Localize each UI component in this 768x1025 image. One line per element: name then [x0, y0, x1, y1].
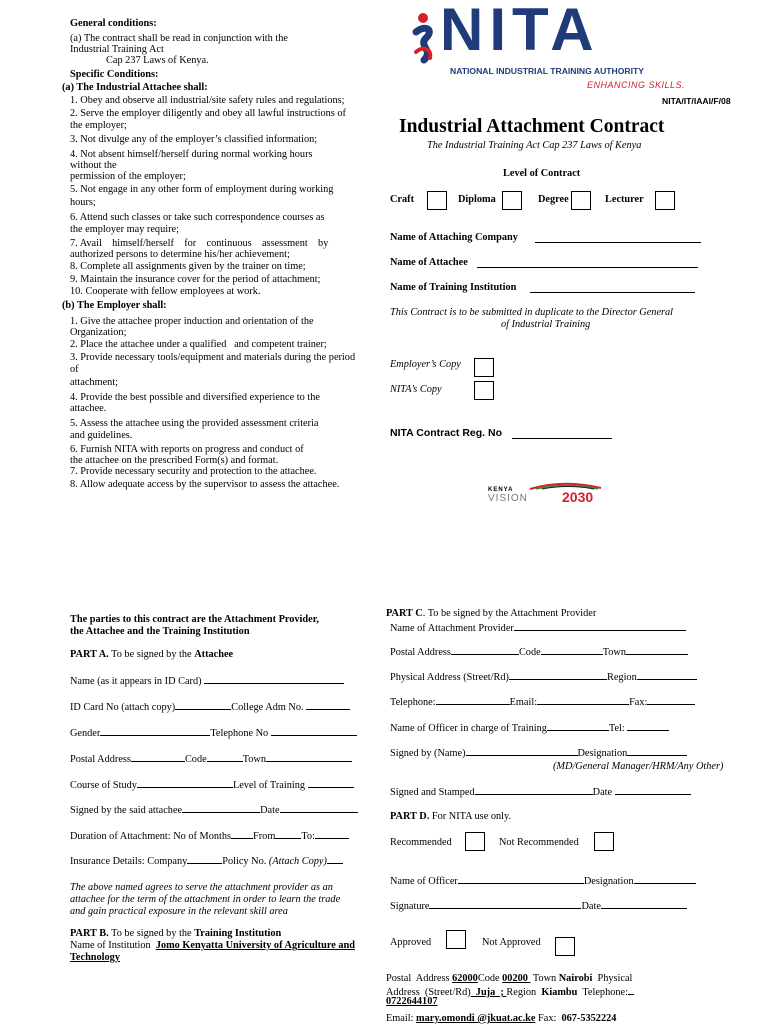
stamped-date-field[interactable] — [615, 785, 691, 795]
institution-name-value: Technology — [70, 952, 120, 963]
employer-duty-line: of — [70, 364, 79, 375]
level-heading: Level of Contract — [503, 168, 581, 179]
institution-fax-value: 067-5352224 — [561, 1013, 617, 1024]
attachee-name-field[interactable] — [477, 267, 698, 268]
stamped-label: Signed and Stamped — [390, 787, 475, 798]
nita-date-label: Date — [581, 901, 601, 912]
specific-conditions-heading: Specific Conditions: — [70, 69, 159, 80]
college-adm-label: College Adm No. — [231, 702, 304, 713]
provider-postal-field[interactable] — [451, 645, 519, 655]
insurance-row — [70, 854, 343, 868]
part-c-label: PART C — [386, 608, 423, 619]
approved-label: Approved — [390, 937, 432, 948]
insurance-label: Insurance Details: Company — [70, 856, 188, 867]
institution-email-row — [386, 1013, 616, 1025]
policy-field[interactable] — [327, 854, 343, 864]
nita-copy-label: NITA’s Copy — [390, 384, 442, 395]
institution-email-value: mary.omondi @jkuat.ac.ke — [416, 1013, 536, 1024]
employer-duty-line: 5. Assess the attachee using the provided assessment criteria — [70, 418, 319, 429]
not-approved-checkbox[interactable] — [555, 937, 575, 956]
part-d-heading — [390, 811, 511, 823]
level-training-field[interactable] — [308, 778, 354, 788]
duration-label: Duration of Attachment: No of Months — [70, 831, 232, 842]
postal-field[interactable] — [131, 752, 185, 762]
institution-town-label: Town — [530, 973, 559, 984]
agreement-text: The above named agrees to serve the attachment provider as an — [70, 882, 333, 893]
stamped-field[interactable] — [475, 785, 593, 795]
institution-postal-value: 62000 — [452, 973, 478, 984]
part-b-label: PART B. — [70, 928, 109, 939]
part-c-text: . To be signed by the Attachment Provider — [422, 608, 597, 619]
not-approved-label: Not Approved — [482, 937, 541, 948]
tagline: ENHANCING SKILLS. — [587, 80, 686, 90]
training-institution-label: Name of Training Institution — [390, 282, 517, 293]
provider-fax-label: Fax: — [629, 697, 648, 708]
provider-telephone-field[interactable] — [436, 695, 510, 705]
authority-name: NATIONAL INDUSTRIAL TRAINING AUTHORITY — [450, 66, 644, 76]
postal-row — [70, 752, 352, 766]
part-a-label: PART A. — [70, 649, 109, 660]
institution-phone-label: Telephone: — [577, 987, 628, 998]
college-adm-field[interactable] — [306, 700, 350, 710]
part-b-who: Training Institution — [194, 928, 282, 939]
page-subtitle: The Industrial Training Act Cap 237 Laws of Kenya — [427, 140, 642, 151]
institution-physical-label: Physical — [592, 973, 633, 984]
attachee-duty-line: the employer may require; — [70, 224, 179, 235]
agreement-text: attachee for the term of the attachment in order to learn the trade — [70, 894, 341, 905]
provider-contact-row — [390, 695, 695, 709]
not-recommended-label: Not Recommended — [499, 837, 579, 848]
town-field[interactable] — [266, 752, 352, 762]
attachee-duties-heading: (a) The Industrial Attachee shall: — [62, 82, 208, 93]
part-b-text: To be signed by the — [108, 928, 195, 939]
attachee-duty-line: 1. Obey and observe all industrial/site safety rules and regulations; — [70, 95, 345, 106]
nita-signature-row — [390, 899, 687, 913]
provider-postal-row — [390, 645, 688, 659]
provider-region-field[interactable] — [637, 670, 697, 680]
institution-postal-label: Postal Address — [386, 973, 453, 984]
part-c-heading — [386, 608, 596, 620]
signed-by-field[interactable] — [466, 746, 578, 756]
employer-copy-label: Employer’s Copy — [390, 359, 461, 370]
craft-checkbox[interactable] — [427, 191, 447, 210]
employer-duty-line: 8. Allow adequate access by the supervisor to assess the attachee. — [70, 479, 340, 490]
officer-label: Name of Officer in charge of Training — [390, 723, 547, 734]
attachee-name-label: Name of Attachee — [390, 257, 468, 268]
parties-statement: The parties to this contract are the Attachment Provider, — [70, 614, 319, 625]
provider-code-label: Code — [518, 647, 541, 658]
employer-duties-heading: (b) The Employer shall: — [62, 300, 167, 311]
nita-officer-row — [390, 874, 696, 888]
provider-email-field[interactable] — [537, 695, 629, 705]
diploma-checkbox[interactable] — [502, 191, 522, 210]
page-title: Industrial Attachment Contract — [399, 116, 665, 137]
attachee-duty-line: 10. Cooperate with fellow employees at work. — [70, 286, 261, 297]
designation-label: Designation — [577, 748, 628, 759]
course-label: Course of Study — [70, 780, 137, 791]
attachee-duty-line: hours; — [70, 197, 96, 208]
institution-address-label: Address (Street/Rd) — [386, 987, 471, 998]
signed-by-row — [390, 746, 687, 760]
general-line: Industrial Training Act — [70, 44, 164, 55]
vision-kenya-text: KENYA — [488, 487, 514, 493]
institution-region-value: Kiambu — [541, 987, 578, 998]
attachee-date-field[interactable] — [280, 803, 358, 813]
attachee-duty-line: 8. Complete all assignments given by the trainer on time; — [70, 261, 306, 272]
part-a-who: Attachee — [194, 649, 234, 660]
institution-name-row — [70, 940, 355, 952]
insurance-company-field[interactable] — [187, 854, 222, 864]
employer-duty-line: attachment; — [70, 377, 119, 388]
contract-reg-label: NITA Contract Reg. No — [390, 427, 502, 439]
nita-signature-field[interactable] — [429, 899, 581, 909]
attachee-signature-field[interactable] — [182, 803, 260, 813]
institution-name-label: Name of Institution — [70, 940, 154, 951]
institution-code-value: 00200 — [502, 973, 531, 984]
policy-label: Policy No. — [222, 856, 267, 867]
provider-physical-label: Physical Address (Street/Rd) — [390, 672, 509, 683]
provider-postal-label: Postal Address — [390, 647, 451, 658]
attaching-company-field[interactable] — [535, 242, 701, 243]
employer-duty-line: Organization; — [70, 327, 127, 338]
nita-signature-label: Signature — [390, 901, 430, 912]
provider-physical-row — [390, 670, 697, 684]
employer-duty-line: 7. Provide necessary security and protection to the attachee. — [70, 466, 317, 477]
attaching-company-label: Name of Attaching Company — [390, 232, 518, 243]
contract-reg-field[interactable] — [512, 438, 612, 439]
course-row — [70, 778, 354, 792]
employer-duty-line: attachee. — [70, 403, 107, 414]
employer-duty-line: 1. Give the attachee proper induction and orientation of the — [70, 316, 314, 327]
nita-designation-label: Designation — [583, 876, 634, 887]
attachee-duty-line: 4. Not absent himself/herself during normal working hours — [70, 149, 313, 160]
officer-row — [390, 721, 669, 735]
agreement-text: and gain practical exposure in the relevant skill area — [70, 906, 288, 917]
provider-physical-field[interactable] — [509, 670, 607, 680]
level-label-diploma: Diploma — [458, 194, 496, 205]
institution-phone-value: 0722644107 — [386, 996, 438, 1007]
level-label-craft: Craft — [390, 194, 415, 205]
stamped-date-label: Date — [592, 787, 613, 798]
attachee-duty-line: authorized persons to determine his/her achievement; — [70, 249, 290, 260]
degree-checkbox[interactable] — [571, 191, 591, 210]
nita-officer-field[interactable] — [458, 874, 584, 884]
institution-phone-blank[interactable] — [628, 985, 634, 995]
provider-town-field[interactable] — [626, 645, 688, 655]
postal-label: Postal Address — [70, 754, 131, 765]
nita-date-field[interactable] — [601, 899, 687, 909]
town-label: Town — [242, 754, 266, 765]
stamped-row — [390, 785, 691, 799]
institution-name-value: Jomo Kenyatta University of Agriculture and — [155, 940, 355, 951]
attachee-fullname-label: Name (as it appears in ID Card) — [70, 676, 202, 687]
provider-email-label: Email: — [509, 697, 538, 708]
provider-fax-field[interactable] — [647, 695, 695, 705]
institution-town-value: Nairobi — [558, 973, 593, 984]
gender-row — [70, 726, 357, 740]
institution-fax-label: Fax: — [535, 1013, 562, 1024]
nita-wordmark: NITA — [440, 0, 600, 63]
institution-postal-row — [386, 973, 632, 985]
level-label-lecturer: Lecturer — [605, 194, 644, 205]
attachee-duty-line: the employer; — [70, 120, 127, 131]
duration-row — [70, 829, 349, 843]
to-label: To: — [301, 831, 315, 842]
general-conditions-heading: General conditions: — [70, 18, 157, 29]
vision-text: VISION — [488, 493, 528, 504]
provider-label: Name of Attachment Provider — [390, 623, 514, 634]
not-recommended-checkbox[interactable] — [594, 832, 614, 851]
designation-field[interactable] — [627, 746, 687, 756]
attachee-fullname-field[interactable] — [204, 674, 344, 684]
attachee-duty-line: 5. Not engage in any other form of employment during working — [70, 184, 334, 195]
attachee-duty-line: permission of the employer; — [70, 171, 186, 182]
part-d-label: PART D. — [390, 811, 430, 822]
attachee-duty-line: without the — [70, 160, 117, 171]
approved-checkbox[interactable] — [446, 930, 466, 949]
general-line: (a) The contract shall be read in conjunction with the — [70, 33, 288, 44]
employer-duty-line: 6. Furnish NITA with reports on progress and conduct of — [70, 444, 304, 455]
id-card-label: ID Card No (attach copy) — [70, 702, 176, 713]
nita-copy-checkbox[interactable] — [474, 381, 494, 400]
employer-duty-line: the attachee on the prescribed Form(s) and format. — [70, 455, 279, 466]
part-b-heading — [70, 928, 281, 940]
institution-region-label: Region — [506, 987, 542, 998]
from-field[interactable] — [275, 829, 301, 839]
attach-copy-label: (Attach Copy) — [268, 856, 327, 867]
provider-code-field[interactable] — [541, 645, 603, 655]
general-line: Cap 237 Laws of Kenya. — [106, 55, 209, 66]
employer-duty-line: 3. Provide necessary tools/equipment and materials during the period — [70, 352, 356, 363]
level-training-label: Level of Training — [232, 780, 306, 791]
recommended-label: Recommended — [390, 837, 452, 848]
gender-field[interactable] — [100, 726, 210, 736]
parties-statement: the Attachee and the Training Institution — [70, 626, 250, 637]
course-field[interactable] — [137, 778, 233, 788]
signed-by-label: Signed by (Name) — [390, 748, 466, 759]
institution-code-label: Code — [477, 973, 503, 984]
months-field[interactable] — [231, 829, 253, 839]
from-label: From — [253, 831, 276, 842]
nita-designation-field[interactable] — [634, 874, 696, 884]
attachee-signature-row — [70, 803, 358, 817]
provider-field[interactable] — [514, 621, 686, 631]
submission-note: of Industrial Training — [501, 319, 591, 330]
employer-duty-line: and guidelines. — [70, 430, 133, 441]
vision-2030-logo — [488, 482, 606, 506]
provider-region-label: Region — [606, 672, 637, 683]
form-code: NITA/IT/IAAI/F/08 — [662, 96, 731, 106]
telephone-field[interactable] — [271, 726, 357, 736]
provider-town-label: Town — [602, 647, 626, 658]
attachee-duty-line: 2. Serve the employer diligently and obey all lawful instructions of — [70, 108, 346, 119]
attachee-name-row — [70, 674, 344, 688]
attachee-date-label: Date — [260, 805, 280, 816]
designation-roles: (MD/General Manager/HRM/Any Other) — [553, 761, 724, 772]
provider-telephone-label: Telephone: — [390, 697, 436, 708]
training-institution-field[interactable] — [530, 292, 695, 293]
code-field[interactable] — [207, 752, 243, 762]
to-field[interactable] — [315, 829, 349, 839]
part-a-heading — [70, 649, 233, 661]
officer-field[interactable] — [547, 721, 609, 731]
id-card-row — [70, 700, 350, 714]
submission-note: This Contract is to be submitted in duplicate to the Director General — [390, 307, 674, 318]
level-label-degree: Degree — [538, 194, 569, 205]
provider-row — [390, 621, 686, 635]
gender-label: Gender — [70, 728, 101, 739]
officer-tel-field[interactable] — [627, 721, 669, 731]
attachee-duty-line: 3. Not divulge any of the employer’s classified information; — [70, 134, 318, 145]
employer-copy-checkbox[interactable] — [474, 358, 494, 377]
code-label: Code — [184, 754, 207, 765]
attachee-duty-line: 7. Avail himself/herself for continuous assessment by — [70, 238, 329, 249]
recommended-checkbox[interactable] — [465, 832, 485, 851]
nita-officer-label: Name of Officer — [390, 876, 458, 887]
part-a-text: To be signed by the — [108, 649, 195, 660]
attachee-signed-label: Signed by the said attachee — [70, 805, 183, 816]
institution-email-label: Email: — [386, 1013, 417, 1024]
vision-year-text: 2030 — [562, 489, 594, 505]
telephone-label: Telephone No — [210, 728, 269, 739]
id-card-field[interactable] — [175, 700, 231, 710]
attachee-duty-line: 9. Maintain the insurance cover for the period of attachment; — [70, 274, 321, 285]
lecturer-checkbox[interactable] — [655, 191, 675, 210]
employer-duty-line: 4. Provide the best possible and diversified experience to the — [70, 392, 320, 403]
institution-street-value: Juja ; — [470, 987, 507, 998]
attachee-duty-line: 6. Attend such classes or take such correspondence courses as — [70, 212, 325, 223]
officer-tel-label: Tel: — [608, 723, 625, 734]
employer-duty-line: 2. Place the attachee under a qualified and competent trainer; — [70, 339, 327, 350]
part-d-text: For NITA use only. — [429, 811, 512, 822]
